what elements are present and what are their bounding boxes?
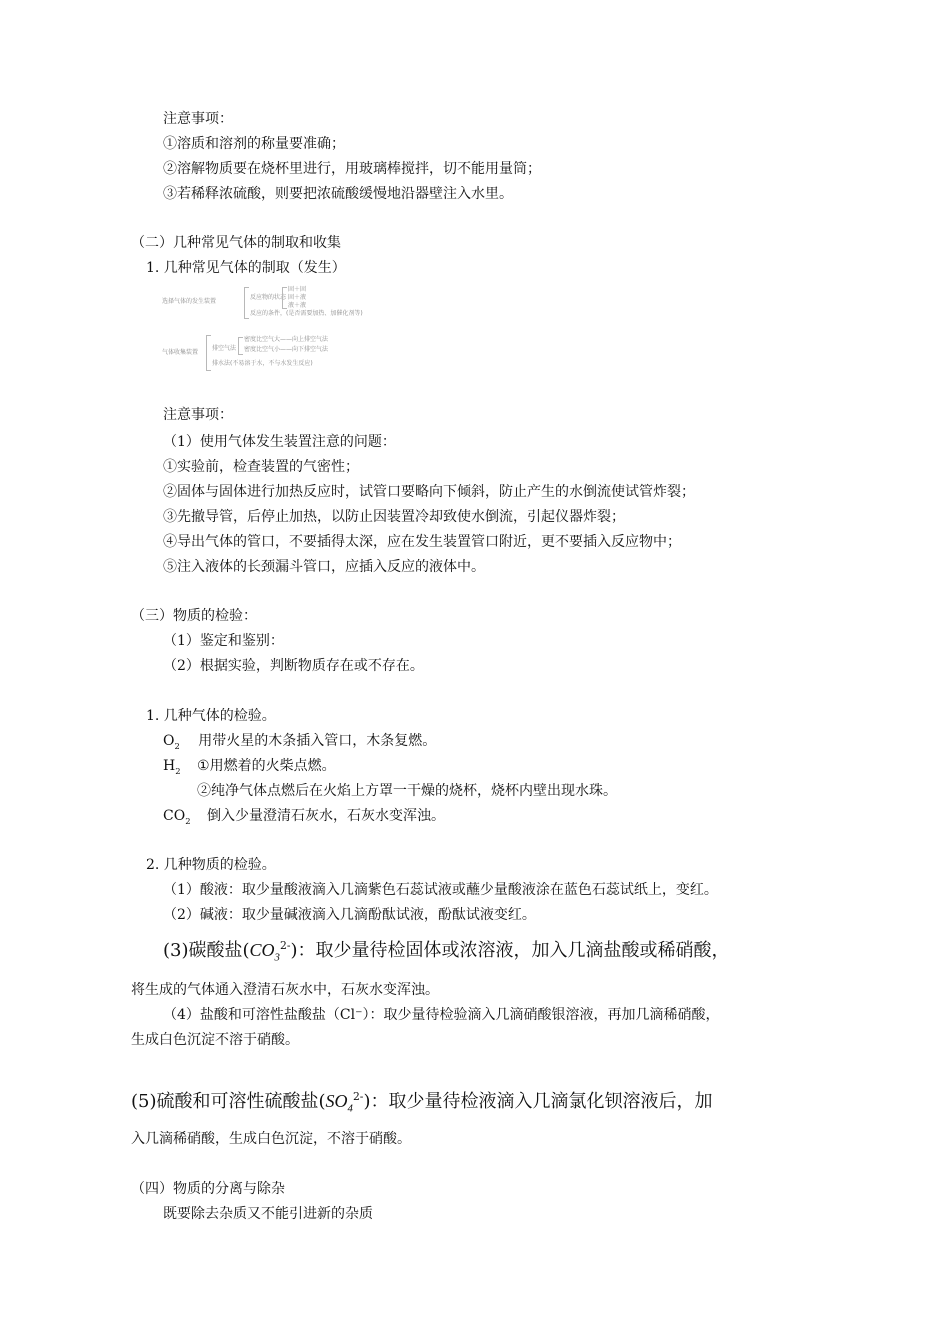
note-item-2: ②溶解物质要在烧杯里进行，用玻璃棒搅拌，切不能用量筒； (163, 161, 541, 177)
h2-test-text-2: ②纯净气体点燃后在火焰上方罩一干燥的烧杯，烧杯内壁出现水珠。 (197, 783, 617, 799)
subheading-gas-generation: 1. 几种常见气体的制取（发生） (146, 260, 346, 276)
acid-test: （1）酸液：取少量酸液滴入几滴紫色石蕊试液或蘸少量酸液涂在蓝色石蕊试纸上，变红。 (163, 882, 718, 898)
subheading-gas-detection: 1. 几种气体的检验。 (146, 708, 276, 724)
chloride-test-cont: 生成白色沉淀不溶于硝酸。 (131, 1032, 299, 1048)
carbonate-test-cont: 将生成的气体通入澄清石灰水中，石灰水变浑浊。 (131, 982, 439, 998)
h2-test: $H_2$ ①用燃着的火柴点燃。 (163, 758, 336, 776)
detection-point-1: （1）鉴定和鉴别： (163, 633, 284, 649)
chloride-test: （4）盐酸和可溶性盐酸盐（Cl⁻）：取少量待检验滴入几滴硝酸银溶液，再加几滴稀硝酸， (163, 1007, 720, 1023)
note-item-3: ③先撤导管，后停止加热，以防止因装置冷却致使水倒流，引起仪器炸裂； (163, 509, 625, 525)
note-item-1: ①实验前，检查装置的气密性； (163, 459, 359, 475)
h2-test-text-1: ①用燃着的火柴点燃。 (197, 758, 336, 774)
detection-point-2: （2）根据实验，判断物质存在或不存在。 (163, 658, 424, 674)
diagram-air-2: 密度比空气小——向下排空气法 (244, 346, 329, 353)
separation-principle: 既要除去杂质又不能引进新的杂质 (163, 1206, 373, 1222)
diagram-brace (244, 287, 249, 319)
section-heading-2: （二）几种常见气体的制取和收集 (131, 235, 341, 251)
diagram-gen-root: 选择气体的发生装置 (162, 298, 217, 305)
subheading-substance-detection: 2. 几种物质的检验。 (146, 857, 276, 873)
h2-label: H (163, 758, 176, 774)
diagram-brace (206, 335, 211, 371)
note-item-4: ④导出气体的管口，不要插得太深，应在发生装置管口附近，更不要插入反应物中； (163, 534, 681, 550)
diagram-state-2: 固＋液 (288, 294, 307, 301)
diagram-gen-state: 反应物的状态 (250, 294, 287, 301)
diagram-brace (282, 287, 287, 309)
diagram-gen-cond: 反应的条件，(是否需要加热、加催化剂等) (250, 310, 363, 317)
co2-label: CO (163, 808, 186, 824)
diagram-state-3: 液＋液 (288, 302, 307, 309)
diagram-air-1: 密度比空气大——向上排空气法 (244, 336, 329, 343)
note-item-1: ①溶质和溶剂的称量要准确； (163, 136, 345, 152)
co2-test-text: 倒入少量澄清石灰水，石灰水变浑浊。 (207, 808, 445, 824)
o2-test: $O_2$ 用带火星的木条插入管口，木条复燃。 (163, 733, 437, 751)
carbonate-formula: CO (249, 940, 275, 960)
note-item-5: ⑤注入液体的长颈漏斗管口，应插入反应的液体中。 (163, 559, 485, 575)
o2-label: O (163, 733, 175, 749)
notes-title-1: 注意事项： (163, 111, 233, 127)
notes-question-1: （1）使用气体发生装置注意的问题： (163, 434, 396, 450)
diagram-col-air: 排空气法 (212, 345, 237, 352)
diagram-brace (238, 337, 243, 355)
sulfate-formula: SO (325, 1091, 348, 1111)
diagram-state-1: 固＋固 (288, 286, 307, 293)
sulfate-test: (5)硫酸和可溶性硫酸盐$(SO_4^{2-})$：取少量待检液滴入几滴氯化钡溶液后，加 (131, 1090, 713, 1115)
section-heading-3: （三）物质的检验： (131, 608, 257, 624)
section-heading-4: （四）物质的分离与除杂 (131, 1181, 285, 1197)
carbonate-test: (3)碳酸盐$(CO_3^{2-})$：取少量待检固体或浓溶液，加入几滴盐酸或稀硝酸， (163, 939, 730, 964)
o2-test-text: 用带火星的木条插入管口，木条复燃。 (198, 733, 437, 749)
co2-test: $CO_2$ 倒入少量澄清石灰水，石灰水变浑浊。 (163, 808, 445, 826)
base-test: （2）碱液：取少量碱液滴入几滴酚酞试液，酚酞试液变红。 (163, 907, 536, 923)
diagram-col-root: 气体收集装置 (162, 349, 199, 356)
sulfate-test-cont: 入几滴稀硝酸，生成白色沉淀，不溶于硝酸。 (131, 1131, 411, 1147)
notes-title-2: 注意事项： (163, 407, 233, 423)
gas-apparatus-diagram (160, 285, 400, 373)
diagram-col-water: 排水法(不易溶于水，不与水发生反应) (212, 360, 313, 367)
note-item-2: ②固体与固体进行加热反应时，试管口要略向下倾斜，防止产生的水倒流使试管炸裂； (163, 484, 695, 500)
note-item-3: ③若稀释浓硫酸，则要把浓硫酸缓慢地沿器壁注入水里。 (163, 186, 513, 202)
